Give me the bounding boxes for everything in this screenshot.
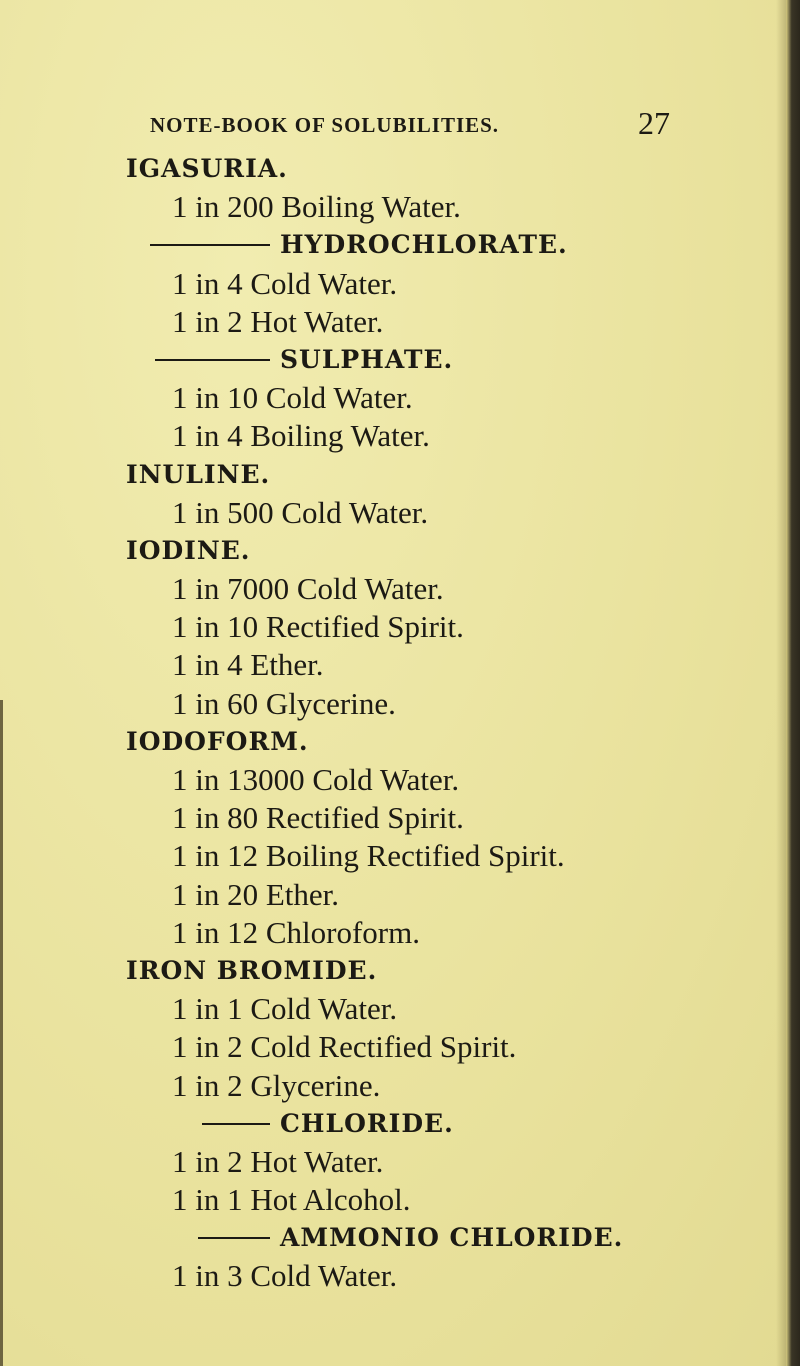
entry-text: 1 in 3 Cold Water. [172, 1258, 398, 1294]
solubility-line [0, 417, 780, 455]
entry-text: 1 in 2 Cold Rectified Spirit. [172, 1029, 517, 1065]
entry-text: 1 in 13000 Cold Water. [172, 762, 460, 797]
solubility-line [0, 761, 780, 799]
entry-text: 1 in 4 Ether. [172, 647, 324, 683]
solubility-line [0, 837, 780, 875]
substance-heading [0, 952, 780, 990]
entry-text: IRON BROMIDE. [126, 955, 378, 985]
running-head: NOTE-BOOK OF SOLUBILITIES. [150, 113, 500, 137]
solubility-line [0, 914, 780, 952]
solubility-line [0, 876, 780, 914]
entry-text: 1 in 2 Hot Water. [172, 1143, 384, 1179]
solubility-line [0, 685, 780, 723]
entry-text: 1 in 4 Boiling Water. [172, 418, 430, 454]
entry-text: 1 in 2 Hot Water. [172, 303, 384, 339]
entry-text: SULPHATE. [280, 344, 454, 374]
solubility-line [0, 646, 780, 684]
salt-subheading [0, 341, 780, 379]
solubility-line [0, 265, 780, 303]
entry-text: IODINE. [126, 535, 251, 565]
entry-text: 1 in 500 Cold Water. [172, 494, 429, 530]
entry-text: INULINE. [126, 459, 271, 489]
entry-text: 1 in 10 Rectified Spirit. [172, 609, 464, 645]
substance-heading [0, 456, 780, 494]
solubility-line [0, 990, 780, 1028]
entry-text: HYDROCHLORATE. [280, 230, 568, 260]
substance-heading [0, 532, 780, 570]
solubility-line [0, 1181, 780, 1219]
page-header [150, 107, 670, 147]
solubility-line [0, 1143, 780, 1181]
substance-heading [0, 723, 780, 761]
solubility-line [0, 799, 780, 837]
entry-text: 1 in 1 Cold Water. [172, 991, 398, 1027]
entry-text: 1 in 20 Ether. [172, 876, 340, 912]
ditto-dash [198, 1237, 270, 1239]
entry-text: 1 in 80 Rectified Spirit. [172, 800, 464, 836]
solubility-line [0, 1028, 780, 1066]
substance-heading [0, 150, 780, 188]
solubility-line [0, 570, 780, 608]
solubility-list [0, 150, 780, 1296]
entry-text: 1 in 1 Hot Alcohol. [172, 1182, 411, 1218]
entry-text: 1 in 7000 Cold Water. [172, 571, 444, 607]
entry-text: IGASURIA. [126, 154, 288, 183]
solubility-line [0, 1257, 780, 1295]
salt-subheading [0, 226, 780, 264]
entry-text: IODOFORM. [126, 726, 309, 756]
entry-text: 1 in 200 Boiling Water. [172, 189, 461, 225]
page-number: 27 [638, 105, 670, 141]
entry-text: 1 in 10 Cold Water. [172, 380, 413, 416]
solubility-line [0, 1067, 780, 1105]
entry-text: 1 in 12 Chloroform. [172, 914, 420, 950]
entry-text: 1 in 2 Glycerine. [172, 1067, 381, 1103]
entry-text: 1 in 12 Boiling Rectified Spirit. [172, 838, 565, 874]
solubility-line [0, 303, 780, 341]
solubility-line [0, 494, 780, 532]
salt-subheading [0, 1105, 780, 1143]
entry-text: 1 in 60 Glycerine. [172, 685, 396, 721]
entry-text: 1 in 4 Cold Water. [172, 265, 398, 301]
solubility-line [0, 608, 780, 646]
solubility-line [0, 379, 780, 417]
entry-text: CHLORIDE. [280, 1108, 454, 1138]
entry-text: AMMONIO CHLORIDE. [280, 1223, 624, 1253]
salt-subheading [0, 1219, 780, 1257]
solubility-line [0, 188, 780, 226]
book-spine-edge [786, 0, 800, 1366]
ditto-dash [150, 244, 270, 246]
ditto-dash [155, 359, 270, 361]
ditto-dash [202, 1123, 270, 1125]
